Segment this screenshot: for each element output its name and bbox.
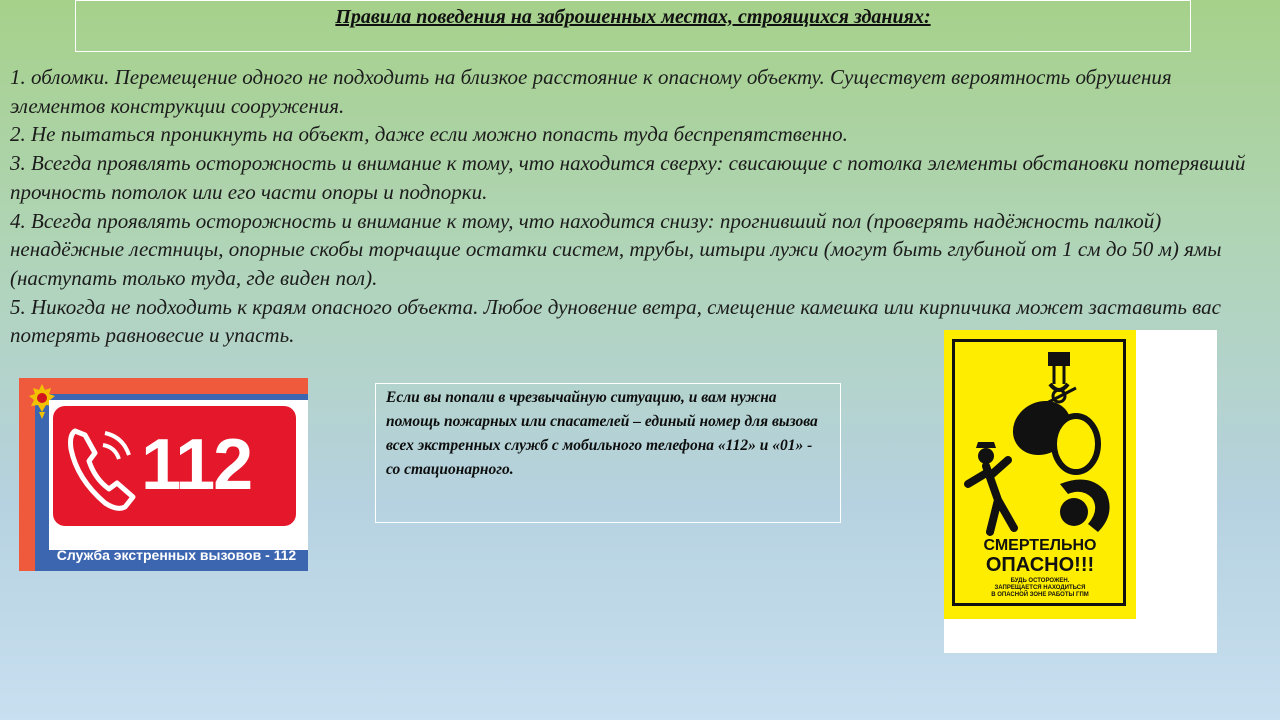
falling-load-icon [956, 344, 1124, 540]
rule-item: 5. Никогда не подходить к краям опасного объекта. Любое дуновение ветра, смещение камешка или кирпичика может заставить вас потерять равновесие и упасть. [10, 294, 1221, 348]
danger-warning-2: ЗАПРЕЩАЕТСЯ НАХОДИТЬСЯ [994, 585, 1086, 591]
rule-item: 3. Всегда проявлять осторожность и внимание к тому, что находится сверху: свисающие с потолка элементы обстановки потерявший прочность потолок или его части опоры и подпорки. [10, 151, 1246, 204]
phone-icon [65, 423, 141, 513]
rule-item: 1. обломки. Перемещение одного не подходить на близкое расстояние к опасному объекту. Существует вероятность обрушения элементов конструкции сооружения. [10, 65, 1172, 118]
rule-item: 2. Не пытаться проникнуть на объект, даже если можно попасть туда беспрепятственно. [10, 122, 848, 147]
rules-list [10, 63, 1272, 350]
danger-headline-1: СМЕРТЕЛЬНО [983, 537, 1097, 554]
danger-warning-1: БУДЬ ОСТОРОЖЕН. [1010, 578, 1070, 584]
emergency-number: 112 [141, 425, 252, 505]
danger-headline-2: ОПАСНО!!! [985, 554, 1095, 576]
danger-sign [944, 330, 1136, 619]
title-box [75, 0, 1191, 52]
page-title: Правила поведения на заброшенных местах, строящихся зданиях: [335, 6, 931, 28]
rule-item: 4. Всегда проявлять осторожность и внимание к тому, что находится снизу: прогнивший пол (проверять надёжность палкой) ненадёжные лестницы, опорные скобы торчащие остатки систем, трубы, штыри лужи (могут быть глубиной от 1 см до 50 м) ямы (наступать только туда, где виден пол). [10, 208, 1222, 290]
emergency-112-sign [19, 378, 308, 571]
danger-warning-3: В ОПАСНОЙ ЗОНЕ РАБОТЫ ГПМ [991, 592, 1089, 598]
danger-sign-frame [944, 330, 1217, 653]
sign-caption: Служба экстренных вызовов - 112 [56, 547, 297, 563]
emergency-notice: Если вы попали в чрезвычайную ситуацию, и вам нужна помощь пожарных или спасателей – единый номер для вызова всех экстренных служб с мобильного телефона «112» и «01» - со стационарного. [375, 383, 841, 523]
